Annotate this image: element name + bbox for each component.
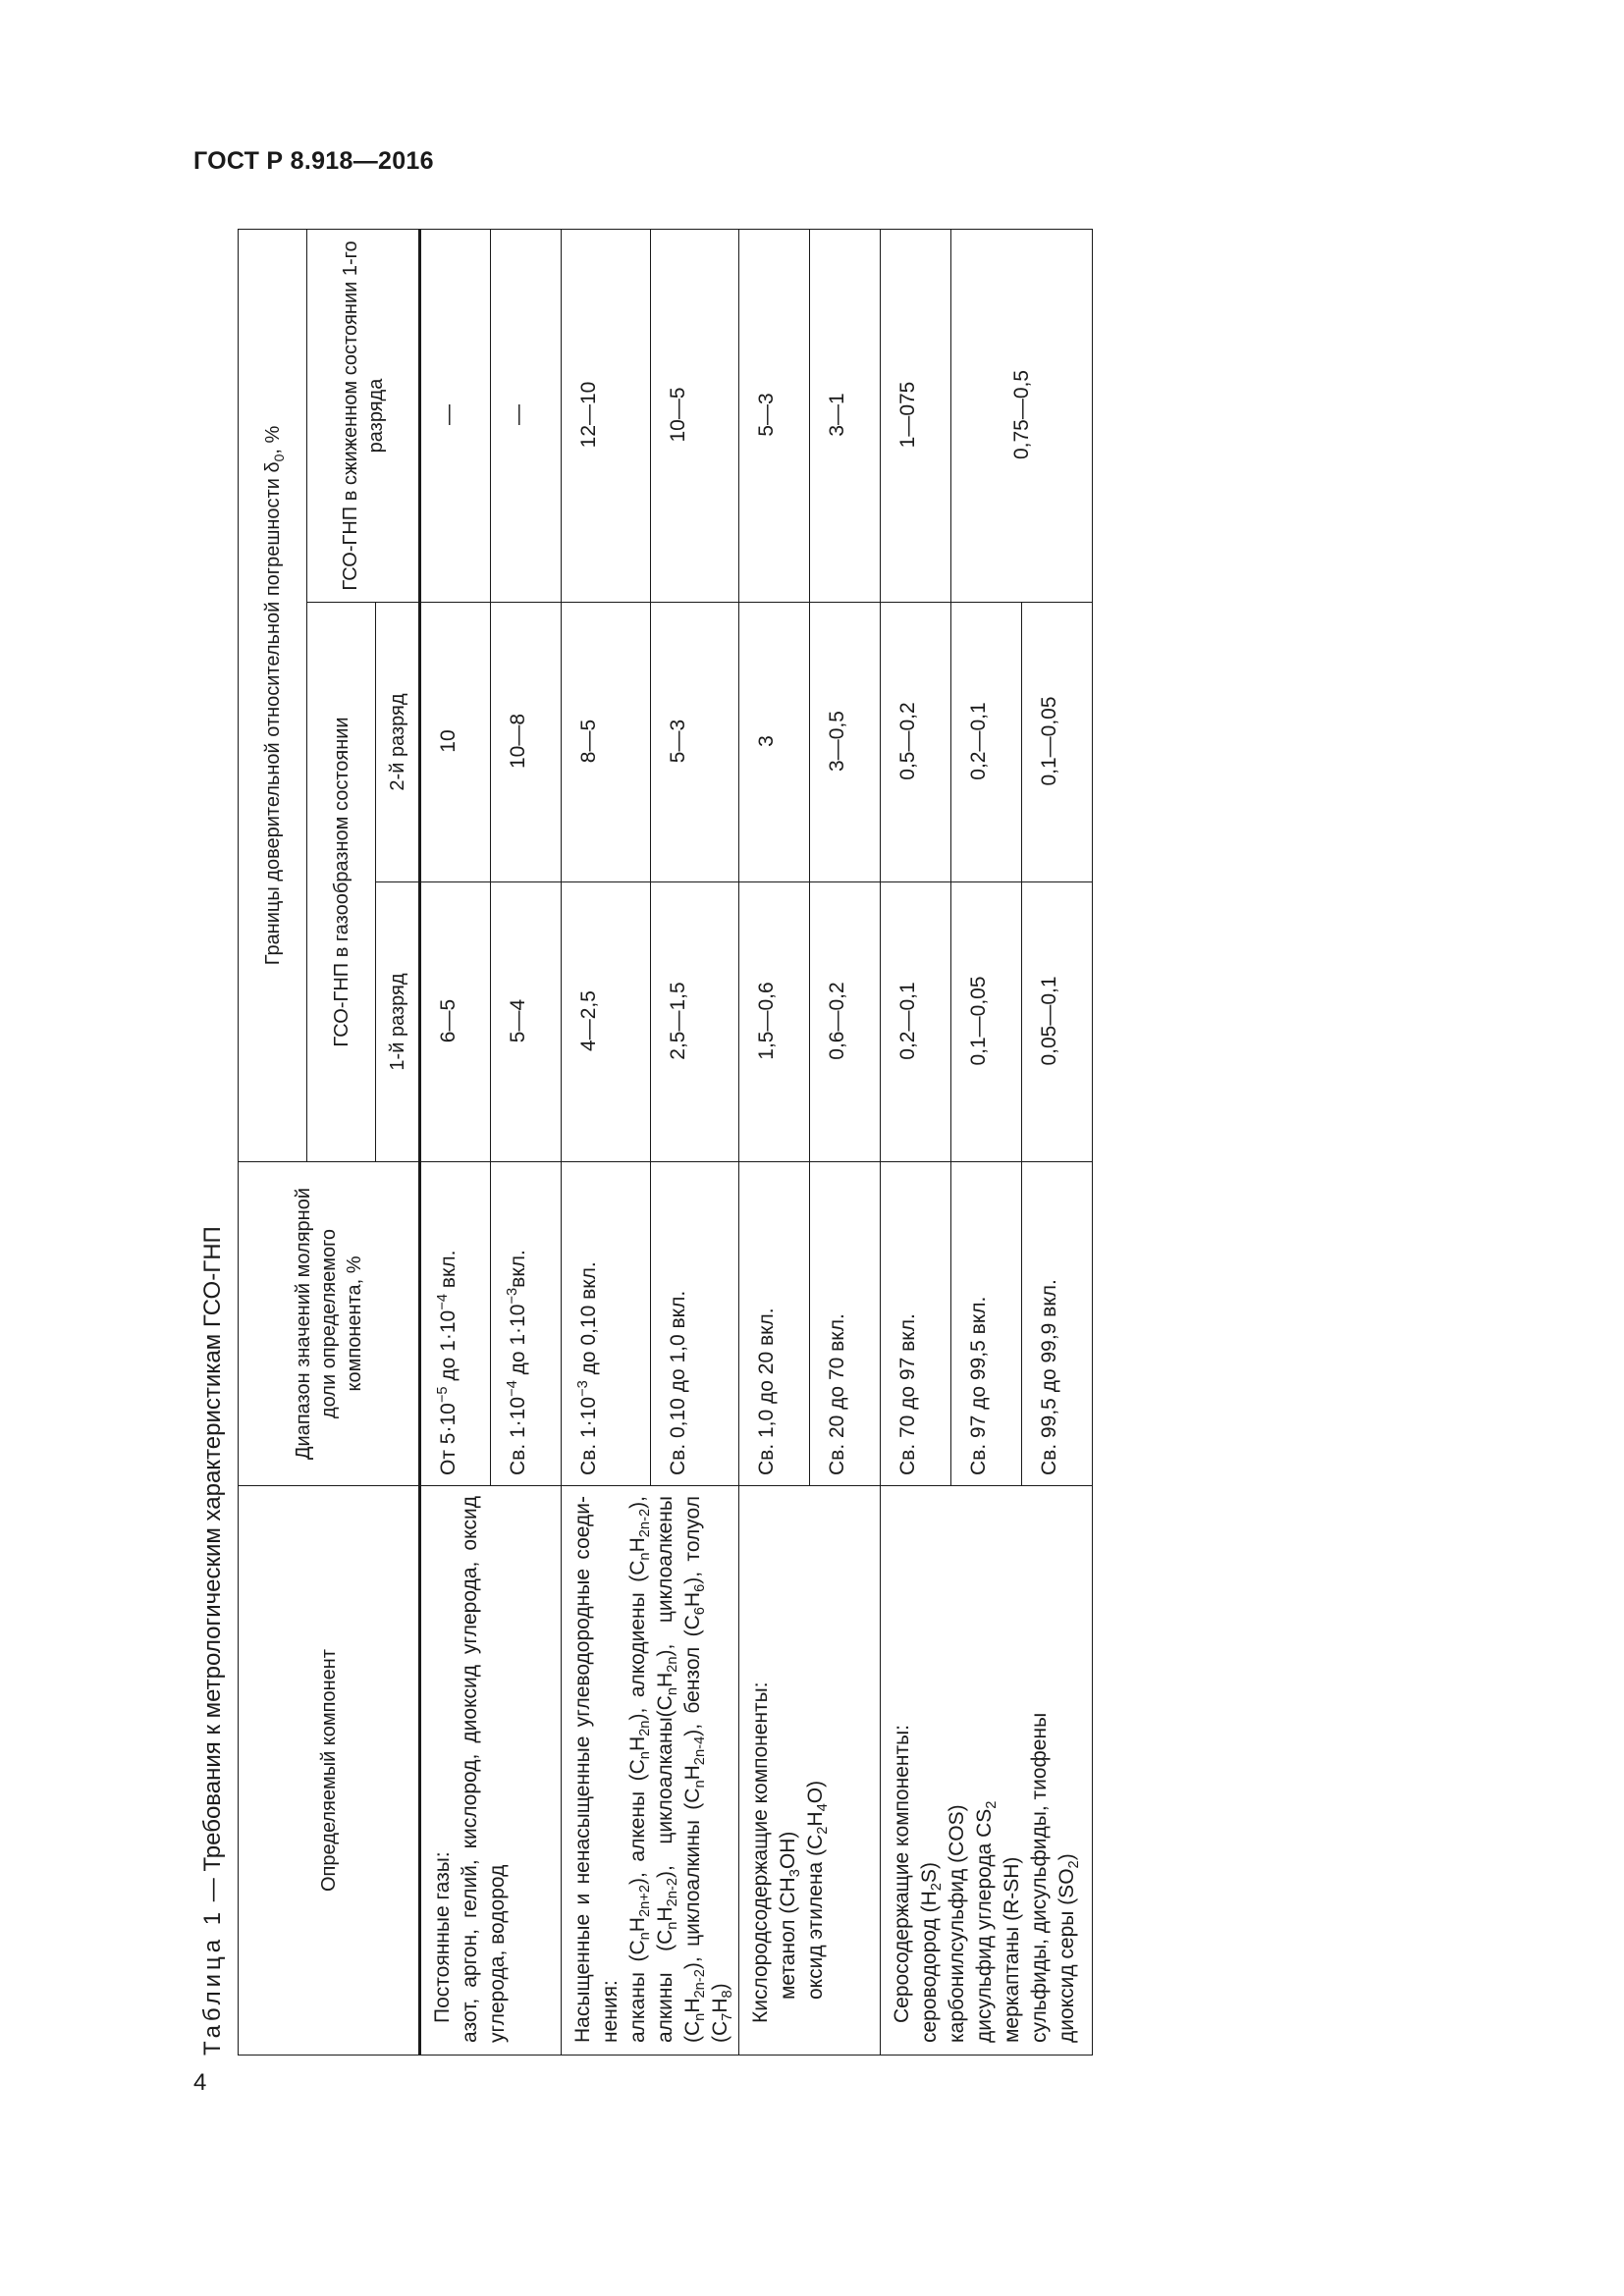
benzene-h: H xyxy=(681,1591,704,1608)
hydrogen-sulfide xyxy=(916,1496,944,2043)
range-row-1-post: вкл. xyxy=(437,1250,460,1295)
h2s-sub: 2 xyxy=(929,1883,946,1892)
ethylene-oxide-sub-2: 4 xyxy=(815,1803,832,1812)
ethylene-oxide-end: O) xyxy=(804,1780,827,1804)
range-row-3 xyxy=(562,1162,651,1486)
range-row-2-exp2: −3 xyxy=(505,1287,520,1305)
liquefied-row-1: — xyxy=(420,229,491,602)
rank2-row-7: 0,5—0,2 xyxy=(881,603,951,882)
benzene-text: ), бензол (C xyxy=(681,1615,704,1736)
cycloalkynes-h: H xyxy=(681,1765,704,1781)
cs2-text: дисульфид углерода CS xyxy=(973,1808,996,2043)
cycloalkanes-sub-2: 2n xyxy=(665,1656,681,1673)
alkodienes-sub-1: n xyxy=(637,1552,654,1561)
alkanes-text: алканы (C xyxy=(626,1940,649,2043)
range-row-3-pre: Св. 1·10 xyxy=(577,1396,600,1475)
range-row-1-pre: От 5·10 xyxy=(437,1403,460,1475)
so2-text: диоксид серы (SO xyxy=(1056,1868,1078,2043)
liquefied-row-2: — xyxy=(491,229,562,602)
liquefied-row-7: 1—075 xyxy=(881,229,951,602)
carbonyl-sulfide: карбонилсульфид (COS) xyxy=(946,1804,968,2043)
rank1-row-1: 6—5 xyxy=(420,882,491,1162)
cycloalkynes-text: ), циклоалкины (C xyxy=(681,1788,704,1970)
ethylene-oxide-text: оксид этилена (C xyxy=(804,1834,827,2000)
ethylene-oxide-sub-1: 2 xyxy=(815,1826,832,1835)
rank2-row-9: 0,1—0,05 xyxy=(1022,603,1093,882)
rank1-row-8: 0,1—0,05 xyxy=(951,882,1022,1162)
liquefied-row-3: 12—10 xyxy=(562,229,651,602)
rank2-row-4: 5—3 xyxy=(650,603,739,882)
sulfides: сульфиды, дисульфиды, тиофены xyxy=(1028,1712,1051,2043)
range-row-5: Св. 1,0 до 20 вкл. xyxy=(739,1162,810,1486)
rank1-row-9: 0,05—0,1 xyxy=(1022,882,1093,1162)
oxygen-title: Кислородсодержащие компоненты: xyxy=(749,1682,772,2023)
component-cell-sulfur xyxy=(881,1486,1093,2056)
rank1-row-2: 5—4 xyxy=(491,882,562,1162)
toluene-sub-1: 7 xyxy=(720,2012,736,2021)
range-row-2-exp1: −4 xyxy=(505,1380,520,1397)
toluene-end: ) xyxy=(709,1983,731,1991)
cycloalkenes-sub-1: n xyxy=(692,2012,709,2021)
range-row-3-mid: до 0,10 вкл. xyxy=(577,1261,600,1381)
alkenes-text: ), алкены (C xyxy=(626,1759,649,1885)
rotated-table-block xyxy=(193,230,1083,2056)
alkenes-sub-1: n xyxy=(637,1751,654,1760)
alkynes-text: ), алкины (C xyxy=(626,1496,677,2043)
alkynes-sub-1: n xyxy=(665,1921,681,1930)
header-rank1: 1-й разряд xyxy=(376,882,420,1162)
range-row-2-post: вкл. xyxy=(507,1250,529,1288)
alkenes-sub-2: 2n xyxy=(637,1720,654,1736)
cycloalkenes-h: H xyxy=(681,1998,704,2013)
cycloalkanes-h: H xyxy=(654,1672,677,1687)
table-caption-text: — Требования к метрологическим характеристикам ГСО-ГНП xyxy=(199,1226,226,1908)
component-cell-oxygen xyxy=(739,1486,881,2056)
header-limits xyxy=(239,229,307,1161)
benzene-sub-2: 6 xyxy=(692,1583,709,1592)
range-row-7: Св. 70 до 97 вкл. xyxy=(881,1162,951,1486)
cycloalkenes-text: ), циклоалкены (C xyxy=(654,1496,704,2043)
range-row-2 xyxy=(491,1162,562,1486)
h2s-text: сероводород (H xyxy=(918,1891,941,2043)
toluene-sub-2: 8 xyxy=(720,1990,736,1999)
sulfur-dioxide xyxy=(1054,1496,1081,2043)
liquefied-row-4: 10—5 xyxy=(650,229,739,602)
document-code-header: ГОСТ Р 8.918—2016 xyxy=(193,147,434,175)
liquefied-row-8-9: 0,75—0,5 xyxy=(951,229,1093,602)
rank1-row-5: 1,5—0,6 xyxy=(739,882,810,1162)
mercaptans: меркаптаны (R-SH) xyxy=(1001,1856,1023,2043)
metrology-requirements-table xyxy=(238,229,1093,2056)
rank1-row-4: 2,5—1,5 xyxy=(650,882,739,1162)
liquefied-row-6: 3—1 xyxy=(810,229,881,602)
alkodienes-sub-2: 2n-2 xyxy=(637,1508,654,1538)
rank2-row-5: 3 xyxy=(739,603,810,882)
range-row-1-exp2: −4 xyxy=(435,1294,451,1310)
toluene-h: H xyxy=(709,1998,731,2013)
benzene-sub-1: 6 xyxy=(692,1607,709,1616)
range-row-4: Св. 0,10 до 1,0 вкл. xyxy=(650,1162,739,1486)
alkanes-sub-2: 2n+2 xyxy=(637,1884,654,1918)
toluene-text: ), толуол (C xyxy=(681,1496,731,2043)
methanol-end: OH) xyxy=(777,1831,799,1870)
so2-sub: 2 xyxy=(1066,1860,1083,1869)
header-limits-prefix: Границы доверительной относительной погрешности δ xyxy=(261,461,284,966)
range-row-3-exp1: −3 xyxy=(575,1380,591,1397)
range-row-6: Св. 20 до 70 вкл. xyxy=(810,1162,881,1486)
table-caption-prefix: Таблица 1 xyxy=(199,1907,226,2056)
ethylene-oxide xyxy=(802,1496,830,2043)
range-row-1 xyxy=(420,1162,491,1486)
alkynes-h: H xyxy=(654,1906,677,1922)
component-cell-permanent-gases xyxy=(420,1486,562,2056)
rank2-row-1: 10 xyxy=(420,603,491,882)
range-row-2-mid: до 1·10 xyxy=(507,1304,529,1381)
hydrocarbons-formulas xyxy=(624,1496,734,2043)
cycloalkynes-sub-2: 2n-4 xyxy=(692,1735,709,1766)
table-caption xyxy=(193,230,233,2056)
range-row-1-exp1: −5 xyxy=(435,1386,451,1404)
rank1-row-3: 4—2,5 xyxy=(562,882,651,1162)
cycloalkanes-sub-1: n xyxy=(665,1686,681,1696)
cs2-sub: 2 xyxy=(984,1800,1001,1809)
permanent-gases-list: азот, аргон, гелий, кислород, диоксид углерода, оксид углерода, водород xyxy=(459,1496,509,2043)
page-number: 4 xyxy=(193,2069,207,2096)
alkanes-sub-1: n xyxy=(637,1932,654,1941)
header-range: Диапазон значений молярной доли определяемого компонента, % xyxy=(239,1162,420,1486)
alkodienes-text: ), алкодиены (C xyxy=(626,1560,649,1721)
range-row-9: Св. 99,5 до 99,9 вкл. xyxy=(1022,1162,1093,1486)
alkynes-sub-2: 2n-2 xyxy=(665,1878,681,1907)
rank1-row-6: 0,6—0,2 xyxy=(810,882,881,1162)
cycloalkynes-sub-1: n xyxy=(692,1780,709,1789)
hydrocarbons-title: Насыщенные и ненасыщенные углеводородные соеди- нения: xyxy=(571,1496,622,2043)
header-liquefied: ГСО-ГНП в сжиженном состоянии 1-го разряда xyxy=(307,229,420,602)
cycloalkanes-text: ), циклоалканы(C xyxy=(654,1695,677,1878)
so2-end: ) xyxy=(1056,1853,1078,1861)
alkanes-h: H xyxy=(626,1917,649,1933)
header-gaseous: ГСО-ГНП в газообразном состоянии xyxy=(307,603,376,1162)
permanent-gases-title: Постоянные газы: xyxy=(431,1851,454,2023)
alkodienes-h: H xyxy=(626,1537,649,1553)
rank2-row-3: 8—5 xyxy=(562,603,651,882)
component-cell-hydrocarbons xyxy=(562,1486,739,2056)
alkenes-h: H xyxy=(626,1735,649,1752)
methanol-text: метанол (CH xyxy=(777,1877,799,2000)
header-limits-sub: 0 xyxy=(270,454,287,462)
h2s-end: S) xyxy=(918,1862,941,1884)
liquefied-row-5: 5—3 xyxy=(739,229,810,602)
carbon-disulfide xyxy=(971,1496,999,2043)
header-component: Определяемый компонент xyxy=(239,1486,420,2056)
range-row-1-mid: до 1·10 xyxy=(437,1309,460,1387)
cycloalkenes-sub-2: 2n-2 xyxy=(692,1969,709,1999)
ethylene-oxide-h: H xyxy=(804,1811,827,1827)
rank2-row-6: 3—0,5 xyxy=(810,603,881,882)
methanol xyxy=(775,1496,802,2043)
range-row-8: Св. 97 до 99,5 вкл. xyxy=(951,1162,1022,1486)
methanol-sub: 3 xyxy=(787,1869,804,1878)
header-limits-suffix: , % xyxy=(261,425,284,454)
rank2-row-8: 0,2—0,1 xyxy=(951,603,1022,882)
sulfur-title: Серосодержащие компоненты: xyxy=(891,1724,913,2023)
header-rank2: 2-й разряд xyxy=(376,603,420,882)
rank2-row-2: 10—8 xyxy=(491,603,562,882)
range-row-2-pre: Св. 1·10 xyxy=(507,1396,529,1475)
rank1-row-7: 0,2—0,1 xyxy=(881,882,951,1162)
